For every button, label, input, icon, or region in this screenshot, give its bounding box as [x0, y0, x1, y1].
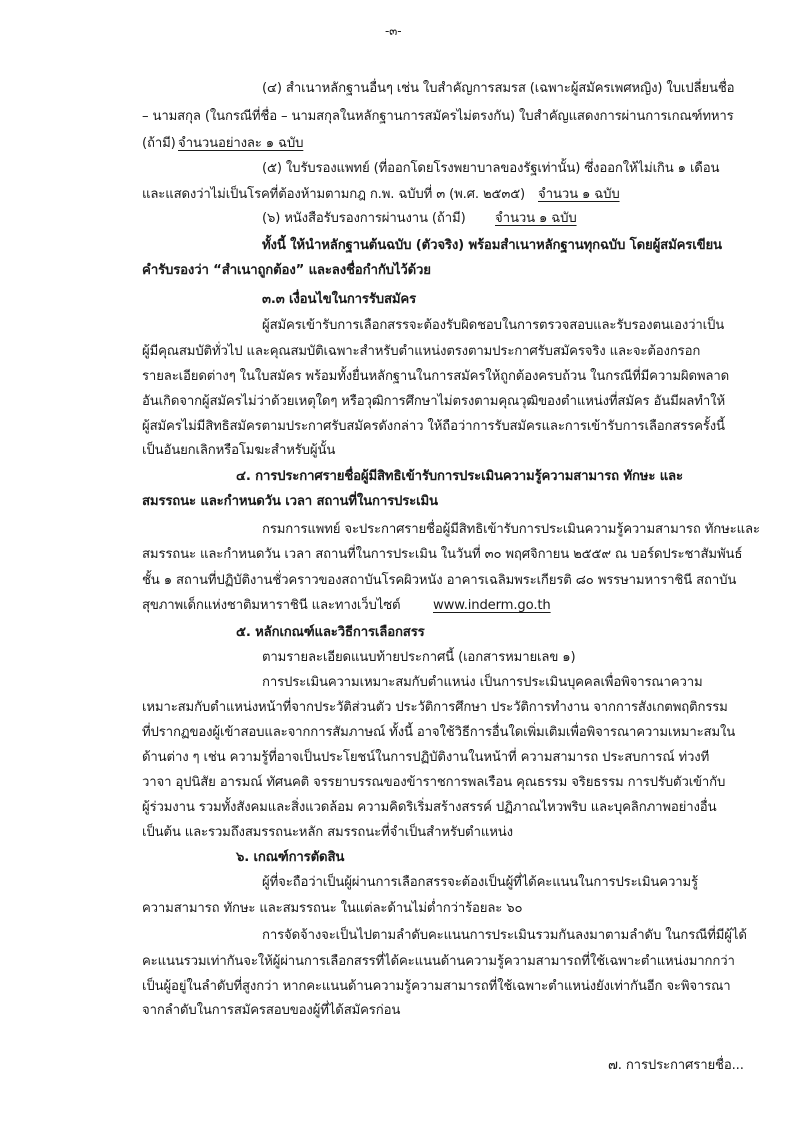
section-4-line-2: สมรรถนะ และกำหนดวัน เวลา สถานที่ในการประเมิน ในวันที่ ๓๐ พฤศจิกายน ๒๕๕๙ ณ บอร์ดประชาสัมพันธ์ — [142, 547, 743, 562]
item-6-quantity: จำนวน ๑ ฉบับ — [495, 211, 577, 226]
section-6-line-6: จากลำดับในการสมัครสอบของผู้ที่ได้สมัครก่อน — [142, 1003, 401, 1018]
item-4-line-3a: (ถ้ามี) — [142, 136, 176, 151]
page-number: -๓- — [385, 24, 402, 38]
section-3-3-line-3: รายละเอียดต่างๆ ในใบสมัคร พร้อมทั้งยื่นหลักฐานในการสมัครให้ถูกต้องครบถ้วน ในกรณีที่มีความผิดพลาด — [142, 369, 730, 384]
item-4-line-1: (๔) สำเนาหลักฐานอื่นๆ เช่น ใบสำคัญการสมรส (เฉพาะผู้สมัครเพศหญิง) ใบเปลี่ยนชื่อ — [262, 81, 735, 96]
section-4-line-3: ชั้น ๑ สถานที่ปฏิบัติงานชั่วคราวของสถาบันโรคผิวหนัง อาคารเฉลิมพระเกียรติ ๘๐ พรรษามหาราชินี สถาบัน — [142, 573, 737, 588]
section-4-line-4: สุขภาพเด็กแห่งชาติมหาราชินี และทางเว็บไซต์ — [142, 598, 401, 613]
item-5-line-2a: และแสดงว่าไม่เป็นโรคที่ต้องห้ามตามกฎ ก.พ. ฉบับที่ ๓ (พ.ศ. ๒๕๓๕) — [142, 187, 526, 202]
item-6-line-1: (๖) หนังสือรับรองการผ่านงาน (ถ้ามี) — [262, 211, 466, 226]
section-5-line-5: ด้านต่าง ๆ เช่น ความรู้ที่อาจเป็นประโยชน์ในการปฏิบัติงานในหน้าที่ ความสามารถ ประสบการณ์ ท่วงที — [142, 750, 710, 765]
heading-4-line-1: ๔. การประกาศรายชื่อผู้มีสิทธิเข้ารับการประเมินความรู้ความสามารถ ทักษะ และ — [236, 469, 683, 484]
heading-6: ๖. เกณฑ์การตัดสิน — [236, 850, 345, 865]
heading-3-3: ๓.๓ เงื่อนไขในการรับสมัคร — [262, 292, 417, 307]
heading-5: ๕. หลักเกณฑ์และวิธีการเลือกสรร — [236, 625, 425, 640]
item-5-quantity: จำนวน ๑ ฉบับ — [538, 187, 620, 202]
section-6-line-3: การจัดจ้างจะเป็นไปตามลำดับคะแนนการประเมินรวมกันลงมาตามลำดับ ในกรณีที่มีผู้ได้ — [262, 928, 747, 943]
section-6-line-4: คะแนนรวมเท่ากันจะให้ผู้ผ่านการเลือกสรรที่ได้คะแนนด้านความรู้ความสามารถที่ใช้เฉพาะตำแหน่งมากกว่า — [142, 954, 735, 969]
website-link[interactable]: www.inderm.go.th — [433, 598, 551, 613]
section-5-line-6: วาจา อุปนิสัย อารมณ์ ทัศนคติ จรรยาบรรณของข้าราชการพลเรือน คุณธรรม จริยธรรม การปรับตัวเข้ากับ — [142, 775, 726, 790]
section-5-line-7: ผู้ร่วมงาน รวมทั้งสังคมและสิ่งแวดล้อม ความคิดริเริ่มสร้างสรรค์ ปฏิภาณไหวพริบ และบุคลิกภาพอย่างอื่น — [142, 800, 717, 815]
section-5-line-4: ที่ปรากฏของผู้เข้าสอบและจากการสัมภาษณ์ ทั้งนี้ อาจใช้วิธีการอื่นใดเพิ่มเติมเพื่อพิจารณาความเหมาะสมใน — [142, 725, 736, 740]
section-5-line-1: ตามรายละเอียดแนบท้ายประกาศนี้ (เอกสารหมายเลข ๑) — [262, 650, 576, 665]
section-3-3-line-5: ผู้สมัครไม่มีสิทธิสมัครตามประกาศรับสมัครดังกล่าว ให้ถือว่าการรับสมัครและการเข้ารับการเลือกสรรครั้งนี้ — [142, 419, 725, 434]
section-6-line-2: ความสามารถ ทักษะ และสมรรถนะ ในแต่ละด้านไม่ต่ำกว่าร้อยละ ๖๐ — [142, 901, 523, 916]
item-5-line-1: (๕) ใบรับรองแพทย์ (ที่ออกโดยโรงพยาบาลของรัฐเท่านั้น) ซึ่งออกให้ไม่เกิน ๑ เดือน — [262, 161, 720, 176]
item-4-quantity: จำนวนอย่างละ ๑ ฉบับ — [178, 136, 304, 151]
item-4-line-2: – นามสกุล (ในกรณีที่ชื่อ – นามสกุลในหลักฐานการสมัครไม่ตรงกัน) ใบสำคัญแสดงการผ่านการเกณฑ์ทหาร — [142, 109, 734, 124]
section-6-line-5: เป็นผู้อยู่ในลำดับที่สูงกว่า หากคะแนนด้านความรู้ความสามารถที่ใช้เฉพาะตำแหน่งยังเท่ากันอีก จะพิจารณา — [142, 979, 731, 994]
section-3-3-line-4: อันเกิดจากผู้สมัครไม่ว่าด้วยเหตุใดๆ หรือวุฒิการศึกษาไม่ตรงตามคุณวุฒิของตำแหน่งที่สมัคร อันมีผลทำให้ — [142, 394, 725, 409]
heading-4-line-2: สมรรถนะ และกำหนดวัน เวลา สถานที่ในการประเมิน — [142, 494, 438, 509]
section-5-line-2: การประเมินความเหมาะสมกับตำแหน่ง เป็นการประเมินบุคคลเพื่อพิจารณาความ — [262, 675, 703, 690]
all-docs-line-2: คำรับรองว่า “สำเนาถูกต้อง” และลงชื่อกำกับไว้ด้วย — [142, 263, 431, 278]
footer-continuation: ๗. การประกาศรายชื่อ... — [608, 1058, 744, 1073]
section-5-line-3: เหมาะสมกับตำแหน่งหน้าที่จากประวัติส่วนตัว ประวัติการศึกษา ประวัติการทำงาน จากการสังเกตพฤติกรรม — [142, 700, 728, 715]
section-3-3-line-2: ผู้มีคุณสมบัติทั่วไป และคุณสมบัติเฉพาะสำหรับตำแหน่งตรงตามประกาศรับสมัครจริง และจะต้องกรอก — [142, 344, 701, 359]
section-4-line-1: กรมการแพทย์ จะประกาศรายชื่อผู้มีสิทธิเข้ารับการประเมินความรู้ความสามารถ ทักษะและ — [262, 522, 760, 537]
section-3-3-line-1: ผู้สมัครเข้ารับการเลือกสรรจะต้องรับผิดชอบในการตรวจสอบและรับรองตนเองว่าเป็น — [262, 318, 725, 333]
section-5-line-8: เป็นต้น และรวมถึงสมรรถนะหลัก สมรรถนะที่จำเป็นสำหรับตำแหน่ง — [142, 825, 513, 840]
section-6-line-1: ผู้ที่จะถือว่าเป็นผู้ผ่านการเลือกสรรจะต้องเป็นผู้ที่ได้คะแนนในการประเมินความรู้ — [262, 875, 698, 890]
section-3-3-line-6: เป็นอันยกเลิกหรือโมฆะสำหรับผู้นั้น — [142, 443, 336, 458]
all-docs-line-1: ทั้งนี้ ให้นำหลักฐานต้นฉบับ (ตัวจริง) พร้อมสำเนาหลักฐานทุกฉบับ โดยผู้สมัครเขียน — [262, 238, 722, 253]
